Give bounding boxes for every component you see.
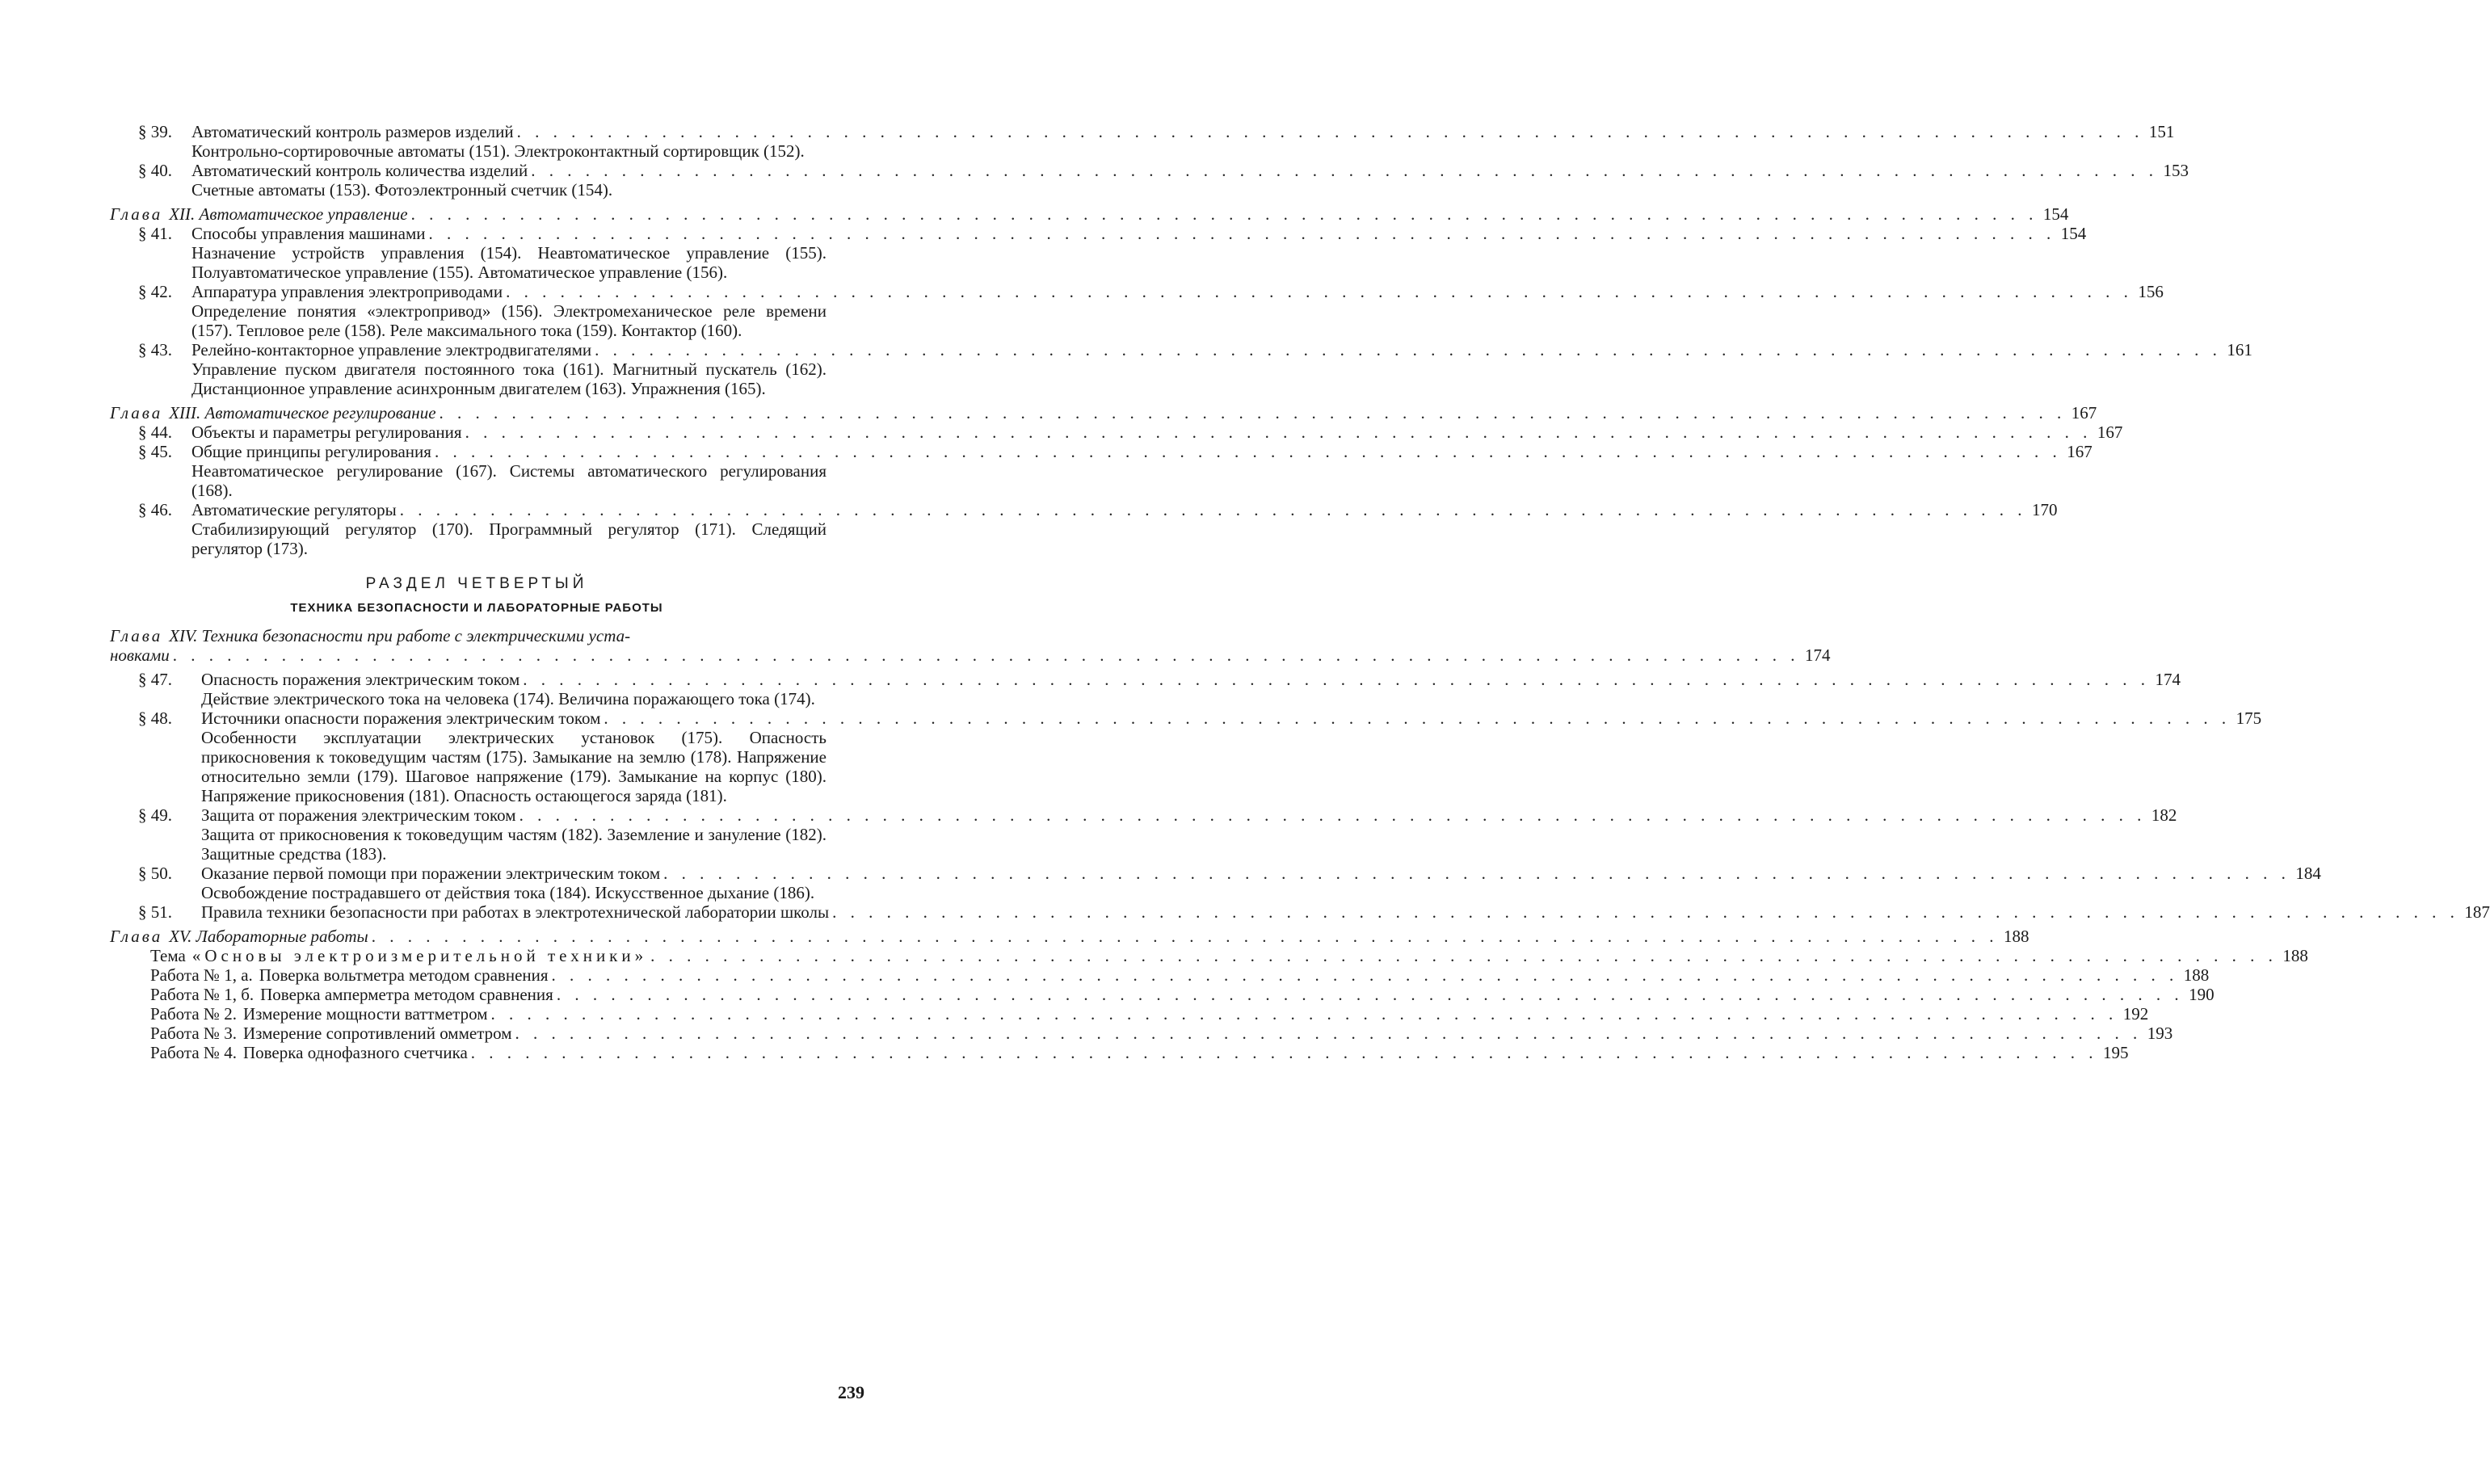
work-title: Измерение сопротивлений омметром xyxy=(242,1024,512,1043)
section-number: § 45. xyxy=(138,442,172,461)
toc-work-1a xyxy=(0,965,2210,985)
toc-section-50 xyxy=(0,864,2321,902)
section-title: Релейно-контакторное управление электродвигателями xyxy=(191,340,592,359)
section-number: § 49. xyxy=(138,805,172,825)
work-title: Поверка однофазного счетчика xyxy=(242,1043,468,1062)
section-number: § 51. xyxy=(138,902,172,922)
section-number: § 44. xyxy=(138,422,172,442)
section-subtopics: Стабилизирующий регулятор (170). Программный регулятор (171). Следящий регулятор (173). xyxy=(191,519,826,558)
toc-section-43 xyxy=(0,340,2252,398)
section-title: Автоматический контроль количества изделий xyxy=(191,161,528,180)
page-number: 190 xyxy=(2189,985,2215,1004)
section-number: § 40. xyxy=(138,161,172,180)
leader-dots xyxy=(440,403,2067,422)
chapter-label: Глава xyxy=(110,204,163,224)
toc-section-42 xyxy=(0,282,2164,340)
section-subtopics: Особенности эксплуатации электрических установок (175). Опасность прикосновения к токоведущим частям (175). Замыкание на землю (178). Напряжение относительно земли (179). Шаговое напряжение (179). Замыкание на корпус (180). Напряжение прикосновения (181). Опасность остающегося заряда (181). xyxy=(201,728,826,805)
section-title: Оказание первой помощи при поражении электрическим током xyxy=(201,864,661,883)
leader-dots xyxy=(517,122,2144,141)
section-title: Источники опасности поражения электрическим током xyxy=(201,708,601,728)
leader-dots xyxy=(435,442,2062,461)
leader-dots xyxy=(491,1004,2118,1024)
toc-section-44 xyxy=(0,422,2123,442)
page-number: 192 xyxy=(2122,1004,2149,1024)
page-number: 167 xyxy=(2097,422,2123,442)
section-subtopics: Определение понятия «электропривод» (156). Электромеханическое реле времени (157). Тепловое реле (158). Реле максимального тока (159). Контактор (160). xyxy=(191,301,826,340)
page-number: 161 xyxy=(2227,340,2252,359)
page-number: 184 xyxy=(2295,864,2321,883)
page-folio: 239 xyxy=(838,1382,864,1402)
page-number: 182 xyxy=(2151,805,2177,825)
leader-dots xyxy=(650,946,2278,965)
page-number: 167 xyxy=(2071,403,2097,422)
section-subtopics: Контрольно-сортировочные автоматы (151). Электроконтактный сортировщик (152). xyxy=(191,141,805,161)
section-title: Автоматический контроль размеров изделий xyxy=(191,122,514,141)
chapter-title-line1: XIV. Техника безопасности при работе с электрическими уста- xyxy=(169,626,631,645)
work-title: Поверка вольтметра методом сравнения xyxy=(259,965,549,985)
section-number: § 39. xyxy=(138,122,172,141)
work-number: Работа № 1, а. xyxy=(150,965,253,985)
toc-work-topic xyxy=(0,946,2308,965)
leader-dots xyxy=(515,1024,2143,1043)
leader-dots xyxy=(832,902,2459,922)
work-number: Работа № 3. xyxy=(150,1024,237,1043)
leader-dots xyxy=(411,204,2038,224)
page-number: 167 xyxy=(2067,442,2093,461)
page-number: 174 xyxy=(2155,670,2181,689)
section-number: § 47. xyxy=(138,670,172,689)
chapter-label: Глава xyxy=(110,927,163,946)
toc-chapter-13 xyxy=(0,403,2097,422)
chapter-title: XII. Автоматическое управление xyxy=(169,204,408,224)
table-of-contents xyxy=(0,122,2490,1062)
part-subtitle: ТЕХНИКА БЕЗОПАСНОСТИ И ЛАБОРАТОРНЫЕ РАБОТЫ xyxy=(290,601,663,615)
leader-dots xyxy=(519,805,2147,825)
section-subtopics: Неавтоматическое регулирование (167). Системы автоматического регулирования (168). xyxy=(191,461,826,500)
work-number: Работа № 1, б. xyxy=(150,985,254,1004)
leader-dots xyxy=(471,1043,2098,1062)
page-number: 153 xyxy=(2163,161,2189,180)
chapter-label: Глава xyxy=(110,403,163,422)
section-subtopics: Действие электрического тока на человека (174). Величина поражающего тока (174). xyxy=(201,689,815,708)
section-subtopics: Управление пуском двигателя постоянного тока (161). Магнитный пускатель (162). Дистанционное управление асинхронным двигателем (163). Упражнения (165). xyxy=(191,359,826,398)
work-title: «Основы электроизмерительной техники» xyxy=(191,946,648,965)
leader-dots xyxy=(595,340,2222,359)
section-title: Объекты и параметры регулирования xyxy=(191,422,462,442)
work-number: Тема xyxy=(150,946,186,965)
section-title: Автоматические регуляторы xyxy=(191,500,397,519)
work-title: Поверка амперметра методом сравнения xyxy=(260,985,553,1004)
leader-dots xyxy=(400,500,2027,519)
chapter-title: XIII. Автоматическое регулирование xyxy=(169,403,436,422)
toc-section-51 xyxy=(0,902,2490,922)
toc-section-40 xyxy=(0,161,2189,200)
section-number: § 42. xyxy=(138,282,172,301)
page-number: 170 xyxy=(2032,500,2058,519)
page-number: 175 xyxy=(2236,708,2262,728)
toc-section-46 xyxy=(0,500,2058,558)
leader-dots xyxy=(372,927,1999,946)
chapter-title-line2: новками xyxy=(110,645,170,665)
toc-section-39 xyxy=(0,122,2175,161)
page-number: 188 xyxy=(2282,946,2308,965)
toc-section-45 xyxy=(0,442,2093,500)
leader-dots xyxy=(523,670,2150,689)
work-number: Работа № 2. xyxy=(150,1004,237,1024)
leader-dots xyxy=(552,965,2179,985)
toc-chapter-15 xyxy=(0,927,2029,946)
section-title: Способы управления машинами xyxy=(191,224,426,243)
toc-work-2 xyxy=(0,1004,2149,1024)
section-number: § 41. xyxy=(138,224,172,243)
toc-section-47 xyxy=(0,670,2181,708)
section-subtopics: Освобождение пострадавшего от действия тока (184). Искусственное дыхание (186). xyxy=(201,883,815,902)
toc-section-48 xyxy=(0,708,2262,805)
section-number: § 50. xyxy=(138,864,172,883)
leader-dots xyxy=(428,224,2055,243)
work-number: Работа № 4. xyxy=(150,1043,237,1062)
section-title: Защита от поражения электрическим током xyxy=(201,805,516,825)
page-number: 151 xyxy=(2148,122,2175,141)
section-number: § 43. xyxy=(138,340,172,359)
page-number: 156 xyxy=(2138,282,2164,301)
leader-dots xyxy=(173,645,1800,665)
leader-dots xyxy=(506,282,2133,301)
leader-dots xyxy=(557,985,2184,1004)
section-title: Общие принципы регулирования xyxy=(191,442,431,461)
toc-section-49 xyxy=(0,805,2177,864)
section-subtopics: Защита от прикосновения к токоведущим частям (182). Заземление и зануление (182). Защитные средства (183). xyxy=(201,825,826,864)
page-number: 193 xyxy=(2147,1024,2173,1043)
work-title: Измерение мощности ваттметром xyxy=(242,1004,488,1024)
section-subtopics: Счетные автоматы (153). Фотоэлектронный счетчик (154). xyxy=(191,180,613,200)
page-number: 187 xyxy=(2464,902,2490,922)
page-number: 154 xyxy=(2060,224,2087,243)
toc-chapter-12 xyxy=(0,204,2069,224)
toc-chapter-14 xyxy=(0,626,1831,665)
section-number: § 46. xyxy=(138,500,172,519)
part-title: РАЗДЕЛ ЧЕТВЕРТЫЙ xyxy=(365,575,588,592)
section-title: Опасность поражения электрическим током xyxy=(201,670,520,689)
section-subtopics: Назначение устройств управления (154). Неавтоматическое управление (155). Полуавтоматическое управление (155). Автоматическое управление (156). xyxy=(191,243,826,282)
page-number: 188 xyxy=(2003,927,2029,946)
toc-work-4 xyxy=(0,1043,2129,1062)
section-number: § 48. xyxy=(138,708,172,728)
leader-dots xyxy=(531,161,2158,180)
chapter-label: Глава xyxy=(110,626,163,645)
section-title: Аппаратура управления электроприводами xyxy=(191,282,503,301)
page-number: 154 xyxy=(2042,204,2069,224)
leader-dots xyxy=(663,864,2290,883)
chapter-title: XV. Лабораторные работы xyxy=(169,927,368,946)
leader-dots xyxy=(465,422,2093,442)
section-title: Правила техники безопасности при работах в электротехнической лаборатории школы xyxy=(201,902,830,922)
toc-section-41 xyxy=(0,224,2087,282)
page-number: 174 xyxy=(1805,645,1831,665)
toc-work-3 xyxy=(0,1024,2173,1043)
leader-dots xyxy=(604,708,2231,728)
page-number: 195 xyxy=(2103,1043,2129,1062)
page-number: 188 xyxy=(2183,965,2210,985)
toc-work-1b xyxy=(0,985,2215,1004)
